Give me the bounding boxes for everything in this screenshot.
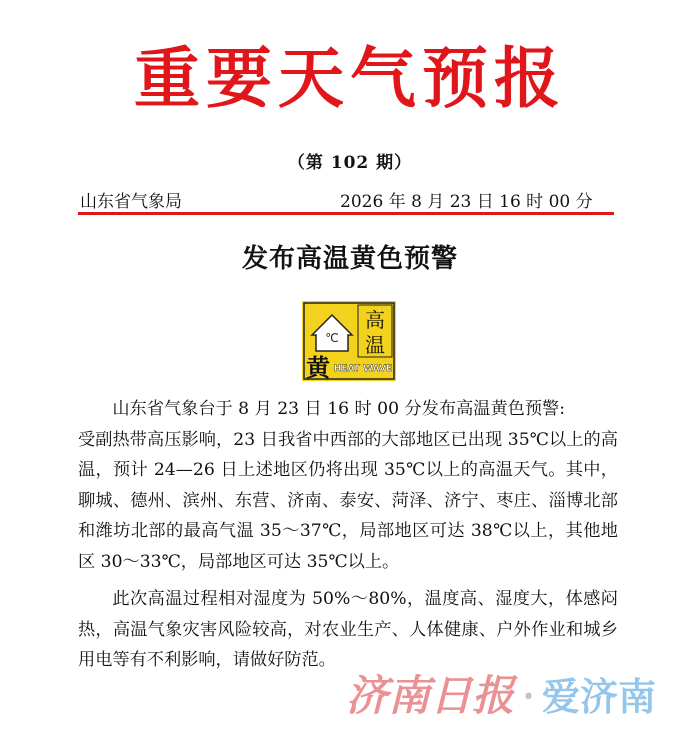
- masthead-title: 重要天气预报: [134, 39, 566, 117]
- issue-number: （第 102 期）: [287, 153, 413, 173]
- paragraph-intro: 山东省气象台于 8 月 23 日 16 时 00 分发布高温黄色预警:: [112, 399, 565, 419]
- issue-datetime: 2026 年 8 月 23 日 16 时 00 分: [340, 192, 593, 212]
- badge-symbol: ℃: [325, 331, 339, 345]
- red-divider: [78, 212, 614, 215]
- heat-wave-yellow-warning-icon: [302, 301, 396, 381]
- issuer: 山东省气象局: [80, 192, 182, 212]
- watermark-text-ai-jinan: 爱济南: [542, 675, 657, 719]
- badge-char-wen: 温: [365, 333, 385, 357]
- paragraph-detail: 受副热带高压影响，23 日我省中西部的大部地区已出现 35℃以上的高温，预计 24—26 日上述地区仍将出现 35℃以上的高温天气。其中，聊城、德州、滨州、东营、济南、泰安、菏泽、济宁、枣庄、淄博北部和潍坊北部的最高气温 35～37℃，局部地区可达 38℃以上，其他地区 30～33℃，局部地区可达 35℃以上。: [78, 429, 618, 572]
- badge-char-huang: 黄: [306, 354, 330, 381]
- badge-char-gao: 高: [365, 308, 385, 332]
- badge-english: HEAT WAVE: [333, 364, 393, 374]
- warning-body: [78, 394, 618, 676]
- paragraph-impact: 此次高温过程相对湿度为 50%～80%，温度高、湿度大，体感闷热，高温气象灾害风险较高，对农业生产、人体健康、户外作业和城乡用电等有不利影响，请做好防范。: [78, 589, 618, 670]
- watermark-text-jinan-daily: 济南日报: [346, 671, 515, 720]
- headline: 发布高温黄色预警: [241, 244, 458, 274]
- watermark-separator: •: [522, 685, 535, 710]
